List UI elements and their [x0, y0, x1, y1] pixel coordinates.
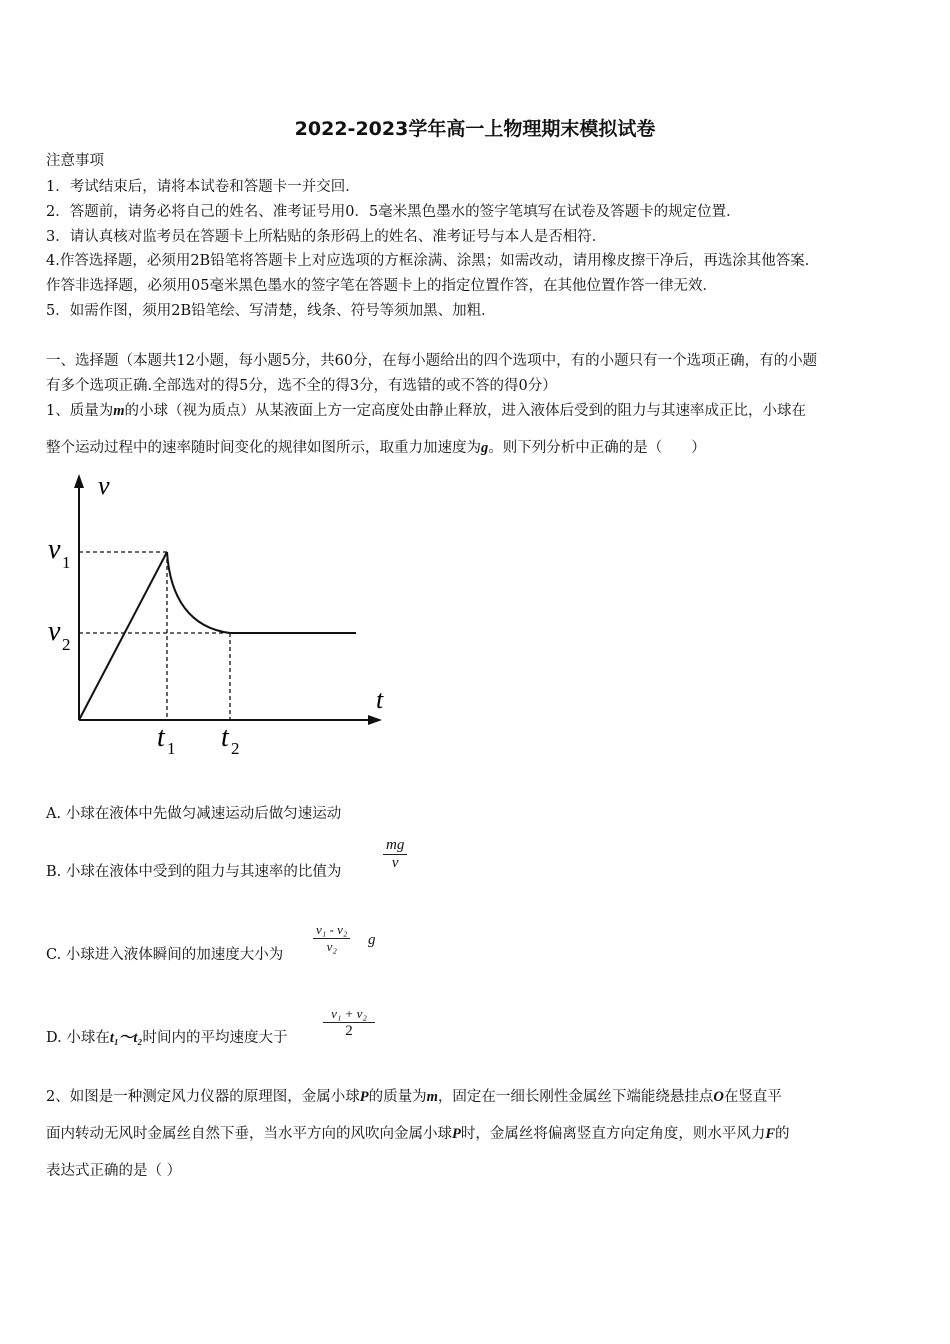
force-symbol: F — [765, 1126, 776, 1142]
deceleration-curve — [167, 552, 230, 633]
option-d — [46, 1028, 288, 1048]
q2-text: 的质量为 — [368, 1089, 427, 1105]
velocity-time-graph — [40, 468, 400, 768]
question-2-line1 — [46, 1087, 908, 1107]
fraction-denominator: 2 — [345, 1023, 353, 1039]
t2-subscript: 2 — [231, 739, 240, 758]
q1-text: 整个运动过程中的速率随时间变化的规律如图所示，取重力加速度为 — [46, 440, 481, 456]
fraction-numerator: v₁ - v₂ — [316, 922, 348, 937]
fraction-denominator: v₂ — [326, 939, 337, 954]
pivot-symbol: O — [713, 1089, 724, 1105]
fraction-numerator: v₁ + v₂ — [331, 1006, 367, 1021]
q2-text: 2、如图是一种测定风力仪器的原理图，金属小球 — [46, 1089, 360, 1105]
notice-item: 2．答题前，请务必将自己的姓名、准考证号用0．5毫米黑色墨水的签字笔填写在试卷及答题卡的规定位置． — [46, 204, 741, 220]
question-1-line2 — [46, 438, 908, 458]
notice-item: 3．请认真核对监考员在答题卡上所粘贴的条形码上的姓名、准考证号与本人是否相符． — [46, 229, 607, 245]
v2-subscript: 2 — [62, 635, 71, 654]
mass-symbol: m — [113, 403, 125, 419]
option-d-text: 时间内的平均速度大于 — [142, 1030, 288, 1046]
gravity-symbol: g — [481, 440, 489, 456]
v1-label: v — [48, 534, 61, 565]
ball-symbol: P — [452, 1126, 461, 1142]
q2-text: 时，金属丝将偏离竖直方向定角度，则水平风力 — [460, 1126, 766, 1142]
t2-label: t — [221, 722, 229, 753]
v1-subscript: 1 — [62, 553, 71, 572]
exam-title: 2022-2023学年高一上物理期末模拟试卷 — [294, 118, 656, 140]
q2-text: 面内转动无风时金属丝自然下垂，当水平方向的风吹向金属小球 — [46, 1126, 452, 1142]
option-b-fraction — [383, 837, 407, 872]
q2-text: 在竖直平 — [723, 1089, 782, 1105]
notice-heading: 注意事项 — [46, 153, 104, 169]
fraction-denominator: v — [391, 855, 399, 871]
fraction-numerator: mg — [386, 837, 405, 853]
q2-text: ，固定在一细长刚性金属丝下端能绕悬挂点 — [437, 1089, 714, 1105]
question-1-line1 — [46, 401, 908, 421]
v-axis-arrow — [74, 474, 84, 488]
v2-label: v — [48, 616, 61, 647]
notice-item: 作答非选择题，必须用05毫米黑色墨水的签字笔在答题卡上的指定位置作答，在其他位置作答一律无效． — [46, 278, 717, 294]
option-c-g: g — [368, 932, 376, 948]
section-intro-line1: 一、选择题（本题共12小题，每小题5分，共60分，在每小题给出的四个选项中，有的小题只有一个选项正确，有的小题 — [46, 353, 818, 369]
q1-text: 。则下列分析中正确的是（ ） — [488, 440, 706, 456]
v-axis-label: v — [98, 471, 110, 500]
notice-item: 4.作答选择题，必须用2B铅笔将答题卡上对应选项的方框涂满、涂黑；如需改动，请用橡皮擦干净后，再选涂其他答案． — [46, 253, 820, 269]
q2-text: 的 — [775, 1126, 790, 1142]
option-a: A. 小球在液体中先做匀减速运动后做匀速运动 — [46, 806, 342, 822]
notice-item: 5．如需作图，须用2B铅笔绘、写清楚，线条、符号等须加黑、加粗． — [46, 303, 496, 319]
notice-item: 1．考试结束后，请将本试卷和答题卡一并交回． — [46, 179, 360, 195]
t1-subscript: 1 — [167, 739, 176, 758]
t-axis-arrow — [368, 715, 382, 725]
option-d-fraction — [323, 1006, 375, 1040]
section-intro-line2: 有多个选项正确.全部选对的得5分，选不全的得3分，有选错的或不答的得0分） — [46, 378, 557, 394]
option-b: B. 小球在液体中受到的阻力与其速率的比值为 — [46, 864, 342, 880]
question-2-line2 — [46, 1124, 908, 1144]
option-d-text: D. 小球在 — [46, 1030, 110, 1046]
t-axis-label: t — [376, 685, 384, 714]
t1-label: t — [157, 722, 165, 753]
mass-symbol: m — [426, 1089, 438, 1105]
q1-text: 的小球（视为质点）从某液面上方一定高度处由静止释放，进入液体后受到的阻力与其速率成正比，小球在 — [124, 403, 807, 419]
q1-text: 1、质量为 — [46, 403, 114, 419]
ball-symbol: P — [359, 1089, 369, 1105]
time-interval: t₁～t₂ — [109, 1030, 143, 1046]
option-c: C. 小球进入液体瞬间的加速度大小为 — [46, 947, 284, 963]
question-2-line3: 表达式正确的是（ ） — [46, 1163, 182, 1179]
option-c-fraction — [313, 922, 350, 955]
acceleration-segment — [79, 552, 167, 720]
